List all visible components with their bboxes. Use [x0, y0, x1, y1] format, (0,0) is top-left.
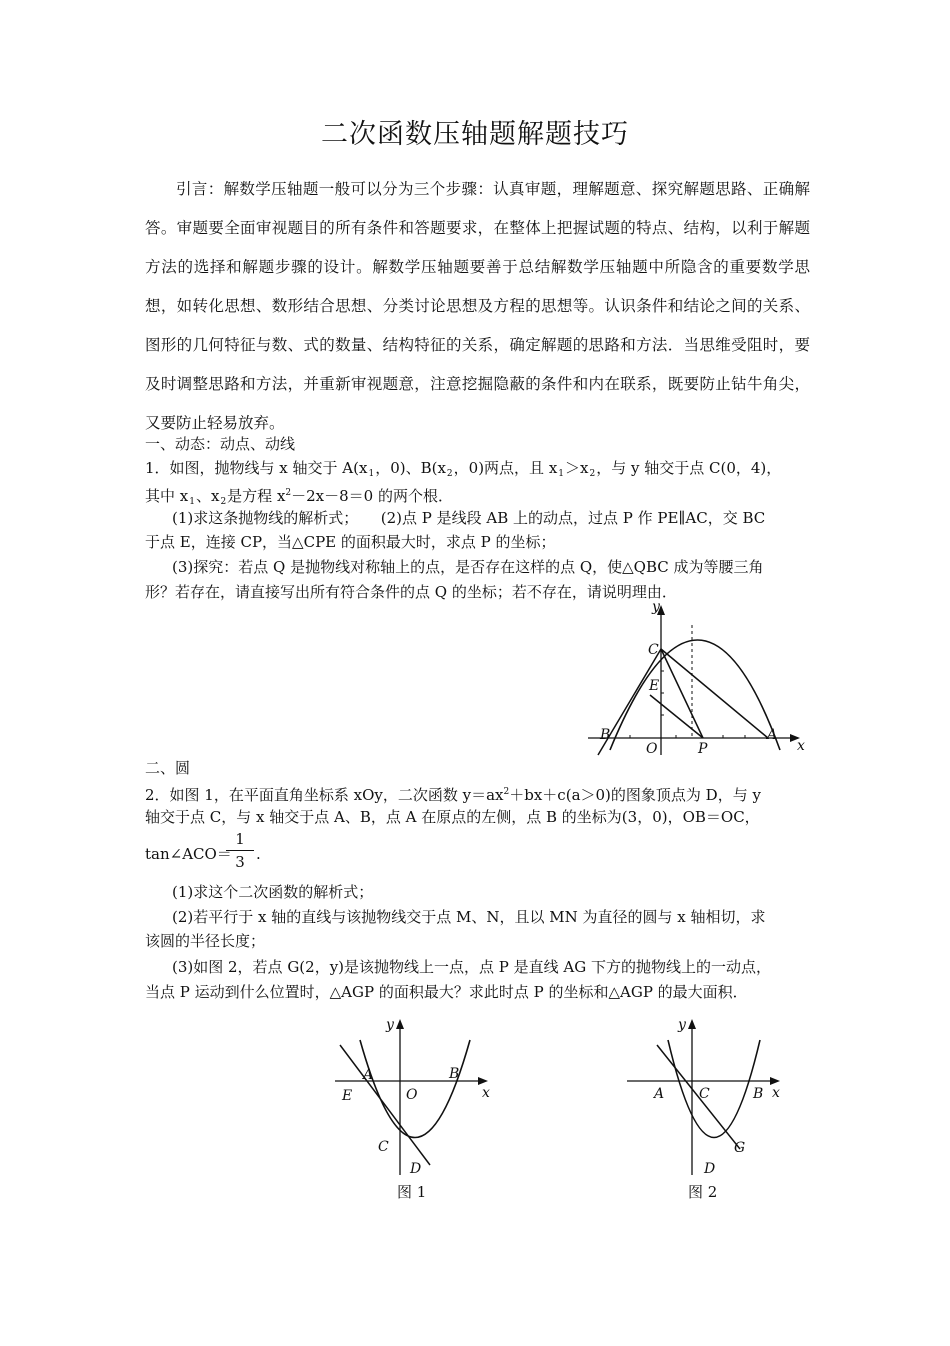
problem2-question2: (2)若平行于 x 轴的直线与该抛物线交于点 M、N，且以 MN 为直径的圆与 x 轴相切，求	[172, 908, 766, 926]
label-x: x	[482, 1085, 490, 1101]
problem1-line2: 其中 $x_1$、$x_2$是方程 $x^2-2x-8=0$ 的两个根．	[145, 487, 453, 507]
fraction-period: .	[256, 845, 261, 863]
label-x: x	[772, 1085, 780, 1101]
label-y: y	[652, 599, 660, 615]
label-c: C	[648, 642, 659, 658]
label-g: G	[734, 1140, 746, 1156]
fraction-one-third	[226, 830, 254, 871]
section2-heading: 二、圆	[145, 759, 191, 777]
label-y: y	[678, 1017, 686, 1033]
figure-2-caption: 图 2	[688, 1183, 718, 1201]
y-axis-arrow	[396, 1019, 404, 1029]
label-p: P	[698, 741, 708, 757]
segment-cp	[661, 649, 703, 738]
x-axis-arrow	[770, 1077, 780, 1085]
label-b: B	[600, 727, 611, 743]
problem1-question1-2: (1)求这条抛物线的解析式； (2)点 P 是线段 AB 上的动点，过点 P 作 PE∥AC，交 BC	[172, 509, 766, 527]
problem2-question2-cont: 该圆的半径长度；	[145, 932, 266, 950]
label-b: B	[449, 1066, 460, 1082]
figure-1-caption: 图 1	[397, 1183, 427, 1201]
label-d: D	[410, 1161, 422, 1177]
parabola	[610, 640, 780, 750]
label-e: E	[649, 678, 660, 694]
problem2-tan-text: tan∠ACO＝	[145, 845, 232, 863]
label-x: x	[797, 738, 805, 754]
x-axis-arrow	[478, 1077, 488, 1085]
problem1-question3-cont: 形？若存在，请直接写出所有符合条件的点 Q 的坐标；若不存在，请说明理由．	[145, 583, 677, 601]
problem2-line1: 2．如图 1，在平面直角坐标系 xOy，二次函数 $y=ax^2+bx+c(a>0)$的图象顶点为 D，与 y	[145, 786, 761, 804]
figure-1	[330, 1015, 500, 1180]
problem2-line2: 轴交于点 C，与 x 轴交于点 A、B，点 A 在原点的左侧，点 B 的坐标为(3，0)，OB＝OC，	[145, 808, 760, 826]
fraction-bar	[226, 850, 254, 851]
label-a: A	[363, 1067, 374, 1083]
segment-ca	[661, 649, 768, 738]
label-d: D	[704, 1161, 716, 1177]
label-a: A	[654, 1086, 665, 1102]
label-o: O	[406, 1087, 418, 1103]
fraction-numerator: 1	[235, 830, 245, 848]
intro-paragraph	[145, 170, 810, 443]
problem2-question1: (1)求这个二次函数的解析式；	[172, 883, 374, 901]
problem1-line1: 1．如图，抛物线与 x 轴交于 $A(x_1$，0)、$B(x_2$，0)两点，且 $x_1>x_2$，与 y 轴交于点 C(0，4)，	[145, 459, 782, 479]
label-b: B	[753, 1086, 764, 1102]
problem2-question3: (3)如图 2，若点 G(2，y)是该抛物线上一点，点 P 是直线 AG 下方的抛物线上的一动点，	[172, 958, 772, 976]
fraction-denominator: 3	[235, 853, 245, 871]
segment-pe	[650, 695, 703, 738]
parabola	[668, 1040, 760, 1138]
problem2-question3-cont: 当点 P 运动到什么位置时，△AGP 的面积最大？求此时点 P 的坐标和△AGP 的最大面积．	[145, 983, 748, 1001]
label-y: y	[386, 1017, 394, 1033]
label-c: C	[699, 1086, 710, 1102]
page-title: 二次函数压轴题解题技巧	[321, 119, 629, 150]
label-e: E	[342, 1088, 353, 1104]
problem1-figure	[580, 595, 810, 760]
problem1-question2-cont: 于点 E，连接 CP，当△CPE 的面积最大时，求点 P 的坐标；	[145, 533, 556, 551]
label-o: O	[646, 741, 658, 757]
intro-text: 引言：解数学压轴题一般可以分为三个步骤：认真审题，理解题意、探究解题思路、正确解答。审题要全面审视题目的所有条件和答题要求，在整体上把握试题的特点、结构，以利于解题方法的选择和解题步骤的设计。解数学压轴题要善于总结解数学压轴题中所隐含的重要数学思想，如转化思想、数形结合思想、分类讨论思想及方程的思想等。认识条件和结论之间的关系、图形的几何特征与数、式的数量、结构特征的关系，确定解题的思路和方法．当思维受阻时，要及时调整思路和方法，并重新审视题意，注意挖掘隐蔽的条件和内在联系，既要防止钻牛角尖，又要防止轻易放弃。	[145, 180, 810, 432]
y-axis-arrow	[688, 1019, 696, 1029]
section1-heading: 一、动态：动点、动线	[145, 435, 296, 453]
figure-2	[622, 1015, 792, 1180]
problem1-question3: (3)探究：若点 Q 是抛物线对称轴上的点，是否存在这样的点 Q，使△QBC 成为等腰三角	[172, 558, 764, 576]
label-c: C	[378, 1139, 389, 1155]
label-a: A	[767, 727, 778, 743]
